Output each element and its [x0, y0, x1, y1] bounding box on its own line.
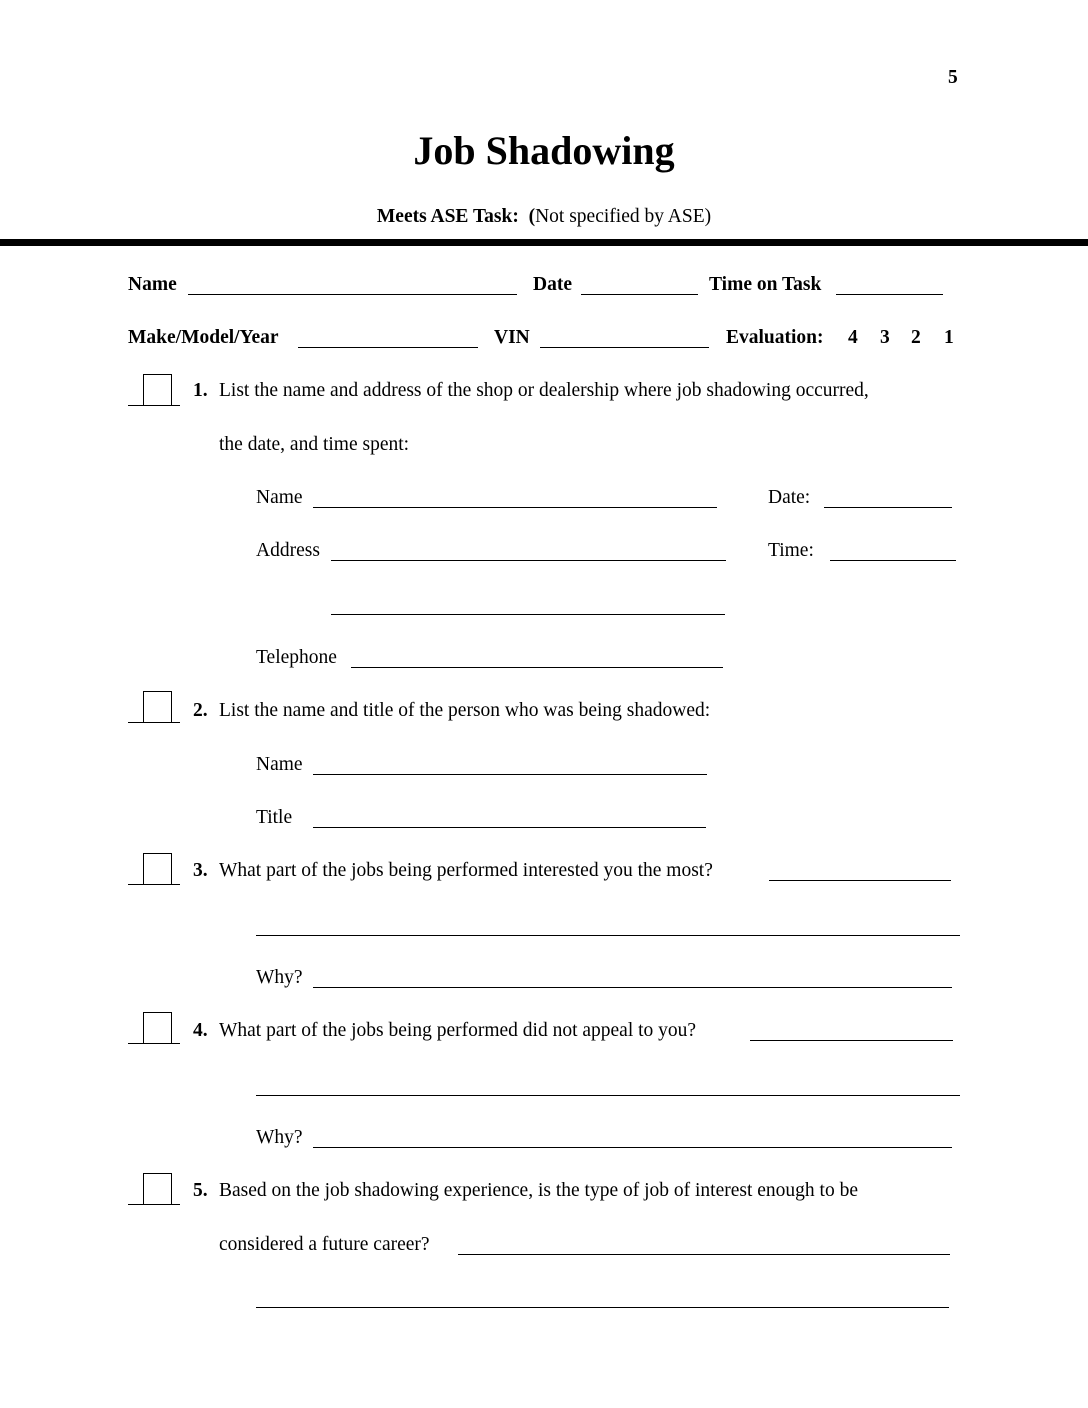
q2-title-field[interactable] [313, 827, 706, 828]
q4-answer-field[interactable] [750, 1040, 953, 1041]
evaluation-score-3[interactable]: 3 [880, 327, 890, 348]
q3-answer-field-2[interactable] [256, 935, 960, 936]
make-model-year-label: Make/Model/Year [128, 327, 279, 348]
q1-date-field[interactable] [824, 507, 952, 508]
q3-answer-field[interactable] [769, 880, 951, 881]
checkbox-box [143, 1012, 172, 1044]
checkbox-underline [128, 405, 180, 406]
q3-why-label: Why? [256, 967, 303, 988]
q1-text: List the name and address of the shop or dealership where job shadowing occurred, [219, 380, 869, 401]
q4-answer-field-2[interactable] [256, 1095, 960, 1096]
header-rule [0, 239, 1088, 246]
q5-answer-field[interactable] [458, 1254, 950, 1255]
q1-address-field[interactable] [331, 560, 726, 561]
subtitle [0, 206, 1088, 228]
q4-why-label: Why? [256, 1127, 303, 1148]
page-number: 5 [948, 67, 958, 88]
q4-number: 4. [193, 1020, 208, 1041]
subtitle-value: Not specified by ASE) [535, 206, 712, 227]
q1-text-cont: the date, and time spent: [219, 434, 410, 455]
checkbox-box [143, 853, 172, 885]
q1-address-label: Address [256, 540, 320, 561]
q3-why-field[interactable] [313, 987, 952, 988]
q5-text-cont: considered a future career? [219, 1234, 430, 1255]
checkbox-box [143, 1173, 172, 1205]
checkbox-box [143, 691, 172, 723]
subtitle-label: Meets ASE Task: [376, 206, 519, 227]
name-label: Name [128, 274, 177, 295]
q1-time-field[interactable] [830, 560, 956, 561]
checkbox-q1[interactable] [128, 374, 180, 406]
checkbox-underline [128, 722, 180, 723]
q3-text: What part of the jobs being performed interested you the most? [219, 860, 713, 881]
checkbox-q3[interactable] [128, 853, 180, 885]
checkbox-q2[interactable] [128, 691, 180, 723]
name-field[interactable] [188, 294, 517, 295]
date-label: Date [533, 274, 572, 295]
checkbox-box [143, 374, 172, 406]
evaluation-score-2[interactable]: 2 [911, 327, 921, 348]
evaluation-score-4[interactable]: 4 [848, 327, 858, 348]
checkbox-underline [128, 884, 180, 885]
q2-name-field[interactable] [313, 774, 707, 775]
q4-text: What part of the jobs being performed did not appeal to you? [219, 1020, 697, 1041]
evaluation-score-1[interactable]: 1 [944, 327, 954, 348]
subtitle-paren: ( [528, 206, 536, 227]
q1-date-label: Date: [768, 487, 811, 508]
checkbox-underline [128, 1043, 180, 1044]
checkbox-q5[interactable] [128, 1173, 180, 1205]
q2-title-label: Title [256, 807, 293, 828]
time-on-task-label: Time on Task [709, 274, 822, 295]
q2-number: 2. [193, 700, 208, 721]
q5-answer-field-2[interactable] [256, 1307, 949, 1308]
q4-why-field[interactable] [313, 1147, 952, 1148]
make-model-year-field[interactable] [298, 347, 478, 348]
time-on-task-field[interactable] [836, 294, 943, 295]
evaluation-label: Evaluation: [726, 327, 824, 348]
q1-telephone-field[interactable] [351, 667, 723, 668]
q3-number: 3. [193, 860, 208, 881]
vin-field[interactable] [540, 347, 709, 348]
page-title: Job Shadowing [413, 128, 675, 173]
q1-number: 1. [193, 380, 208, 401]
q1-name-label: Name [256, 487, 303, 508]
vin-label: VIN [494, 327, 530, 348]
q5-text: Based on the job shadowing experience, is the type of job of interest enough to be [219, 1180, 859, 1201]
q1-telephone-label: Telephone [256, 647, 337, 668]
q5-number: 5. [193, 1180, 208, 1201]
checkbox-q4[interactable] [128, 1012, 180, 1044]
q1-name-field[interactable] [313, 507, 717, 508]
checkbox-underline [128, 1204, 180, 1205]
q2-text: List the name and title of the person who was being shadowed: [219, 700, 711, 721]
q1-address-field-2[interactable] [331, 614, 725, 615]
q1-time-label: Time: [768, 540, 814, 561]
q2-name-label: Name [256, 754, 303, 775]
date-field[interactable] [581, 294, 698, 295]
